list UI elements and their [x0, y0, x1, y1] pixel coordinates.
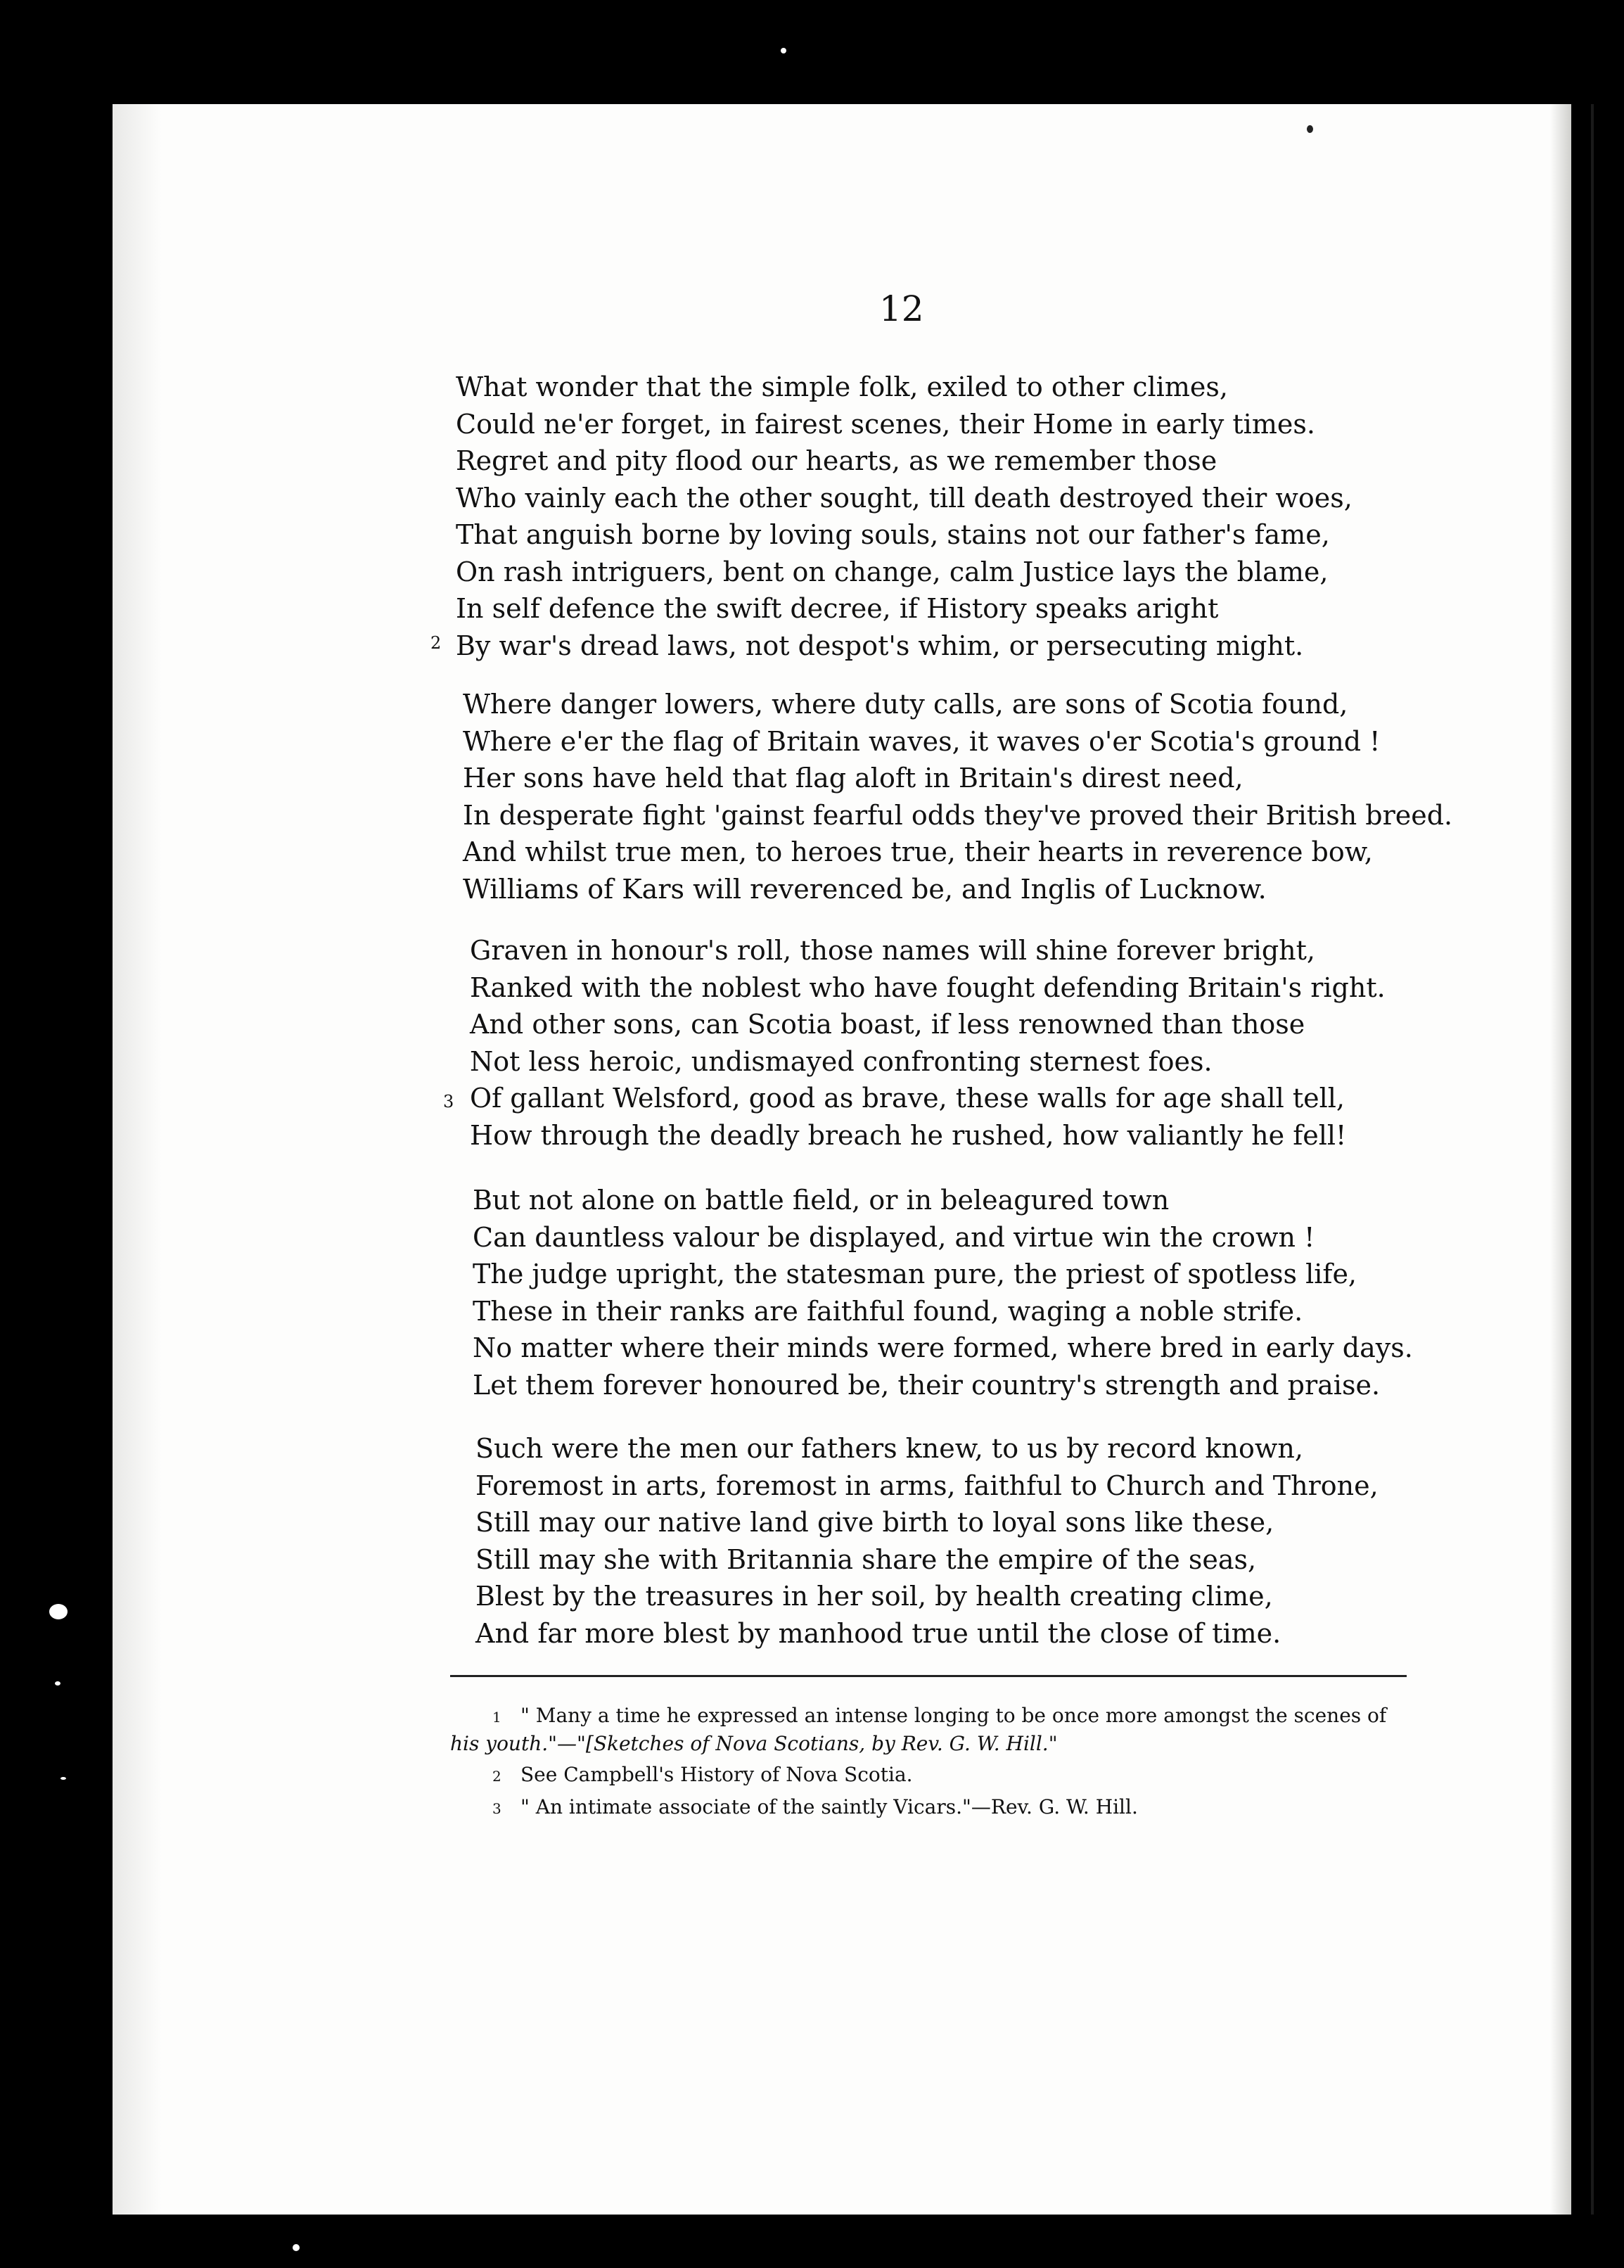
stanza-1: [456, 369, 1353, 664]
footnote-number: 1: [492, 1709, 501, 1726]
footnote-rule: [450, 1675, 1407, 1677]
verse-line: Blest by the treasures in her soil, by health creating clime,: [475, 1581, 1273, 1612]
scan-speck: [781, 48, 786, 53]
verse-line: On rash intriguers, bent on change, calm Justice lays the blame,: [456, 556, 1329, 587]
verse-line: Of gallant Welsford, good as brave, these walls for age shall tell,: [470, 1083, 1345, 1114]
verse-line: Her sons have held that flag aloft in Britain's direst need,: [463, 763, 1243, 794]
footnote-marker: 2: [430, 633, 442, 653]
footnote-text: " An intimate associate of the saintly Vicars."—Rev. G. W. Hill.: [520, 1795, 1138, 1818]
stanza-3: [470, 932, 1386, 1154]
footnote-number: 3: [492, 1800, 501, 1817]
verse-line: And other sons, can Scotia boast, if less renowned than those: [470, 1009, 1305, 1040]
verse-line: Still may our native land give birth to loyal sons like these,: [475, 1507, 1274, 1538]
binding-edge: [1591, 104, 1594, 2215]
scan-speck: [293, 2244, 300, 2251]
verse-line: Let them forever honoured be, their country's strength and praise.: [473, 1369, 1381, 1401]
verse-line: Not less heroic, undismayed confronting sternest foes.: [470, 1045, 1213, 1077]
ink-speck: [1307, 125, 1313, 133]
verse-line: Can dauntless valour be displayed, and virtue win the crown !: [473, 1221, 1315, 1253]
footnote-text: " Many a time he expressed an intense longing to be once more amongst the scenes of: [520, 1704, 1387, 1727]
verse-line: Who vainly each the other sought, till death destroyed their woes,: [456, 482, 1353, 514]
footnote-1-continued: his youth."—"[Sketches of Nova Scotians, by Rev. G. W. Hill.": [450, 1732, 1058, 1755]
verse-line: And whilst true men, to heroes true, their hearts in reverence bow,: [463, 836, 1373, 867]
verse-line: But not alone on battle field, or in beleagured town: [473, 1185, 1170, 1216]
footnote-3: [450, 1794, 1386, 1822]
verse-line: Regret and pity flood our hearts, as we remember those: [456, 445, 1217, 476]
verse-line: Graven in honour's roll, those names will shine forever bright,: [470, 935, 1316, 966]
verse-line: And far more blest by manhood true until the close of time.: [475, 1617, 1281, 1649]
stanza-5: [475, 1430, 1379, 1652]
verse-line: Ranked with the noblest who have fought defending Britain's right.: [470, 971, 1386, 1003]
verse-line: In desperate fight 'gainst fearful odds they've proved their British breed.: [463, 799, 1453, 831]
scan-speck: [49, 1604, 68, 1619]
footnote-number: 2: [492, 1768, 501, 1785]
page-left-edge: [113, 104, 162, 2215]
verse-line: Such were the men our fathers knew, to us by record known,: [475, 1433, 1303, 1464]
footnote-text: See Campbell's History of Nova Scotia.: [520, 1763, 913, 1786]
verse-line: No matter where their minds were formed, where bred in early days.: [473, 1332, 1413, 1363]
verse-line: Still may she with Britannia share the empire of the seas,: [475, 1543, 1257, 1575]
verse-line: Where danger lowers, where duty calls, are sons of Scotia found,: [463, 689, 1348, 720]
verse-line: In self defence the swift decree, if History speaks aright: [456, 593, 1219, 624]
stanza-2: [463, 686, 1452, 907]
verse-line: Foremost in arts, foremost in arms, faithful to Church and Throne,: [475, 1470, 1379, 1501]
verse-line: How through the deadly breach he rushed, how valiantly he fell!: [470, 1119, 1347, 1151]
footnote-2: [450, 1761, 1386, 1790]
page-right-edge: [1550, 104, 1571, 2215]
stanza-4: [473, 1182, 1413, 1403]
scan-speck: [60, 1777, 66, 1780]
verse-line: Williams of Kars will reverenced be, and Inglis of Lucknow.: [463, 873, 1267, 905]
footnote-1: [450, 1702, 1386, 1731]
verse-line: Where e'er the flag of Britain waves, it waves o'er Scotia's ground !: [463, 725, 1381, 757]
page-number: 12: [879, 288, 924, 329]
footnote-marker: 3: [443, 1092, 454, 1111]
footnotes: [450, 1702, 1386, 1822]
verse-line: The judge upright, the statesman pure, the priest of spotless life,: [473, 1259, 1357, 1289]
verse-line: These in their ranks are faithful found, waging a noble strife.: [473, 1295, 1303, 1327]
verse-line: What wonder that the simple folk, exiled to other climes,: [456, 371, 1228, 402]
verse-line: By war's dread laws, not despot's whim, or persecuting might.: [456, 630, 1304, 661]
verse-line: Could ne'er forget, in fairest scenes, their Home in early times.: [456, 408, 1315, 440]
verse-line: That anguish borne by loving souls, stains not our father's fame,: [456, 519, 1330, 550]
scan-speck: [55, 1681, 60, 1686]
